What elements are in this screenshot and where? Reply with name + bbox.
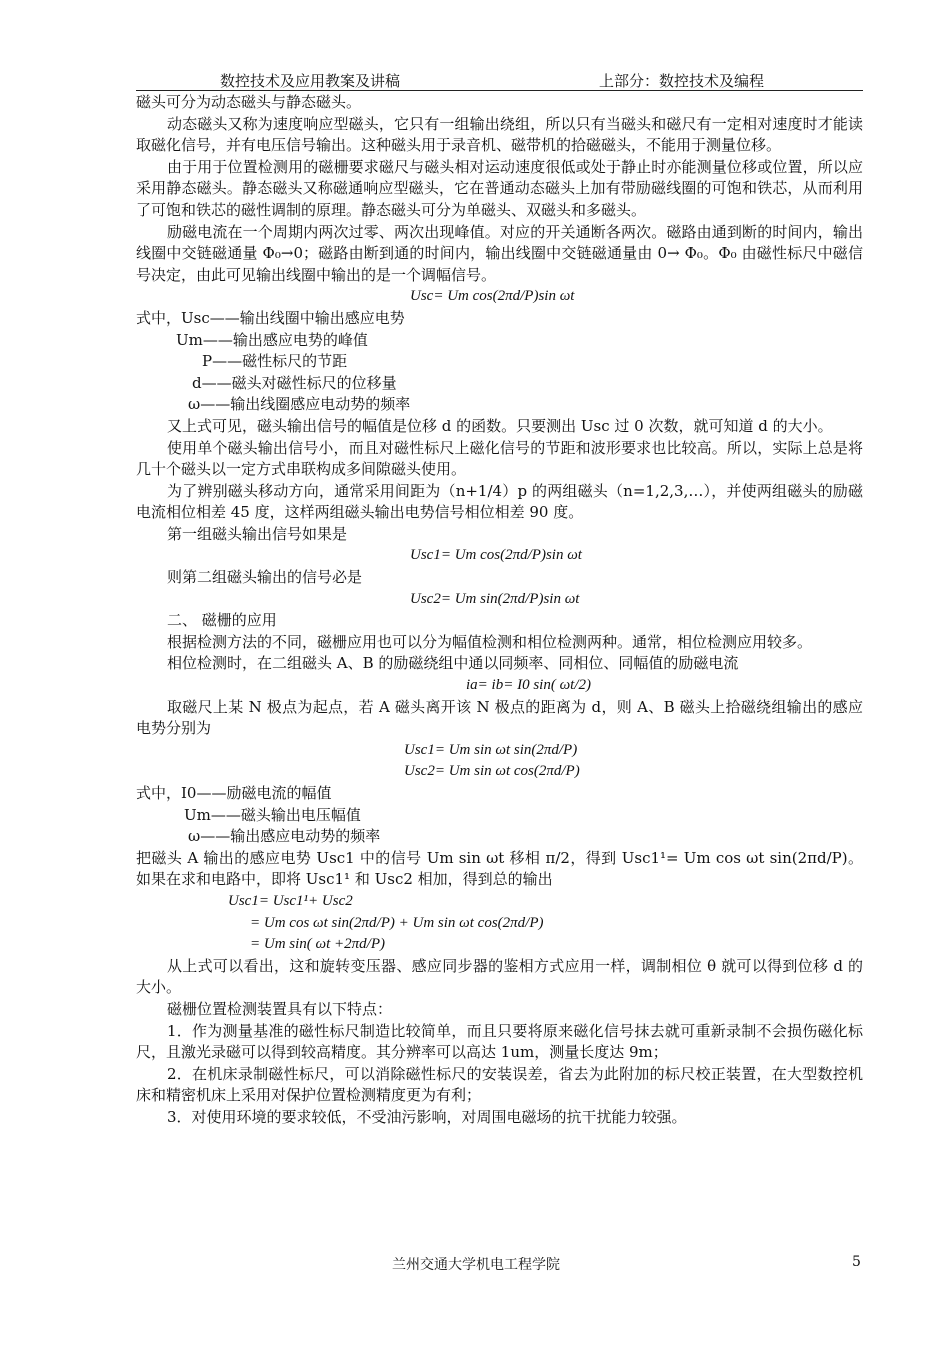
paragraph: 磁栅位置检测装置具有以下特点：: [167, 999, 393, 1018]
definition-line: Um——输出感应电势的峰值: [176, 330, 368, 349]
paragraph: 又上式可见，磁头输出信号的幅值是位移 d 的函数。只要测出 Usc 过 0 次数，就可知道 d 的大小。: [167, 416, 833, 435]
paragraph: 使用单个磁头输出信号小，而且对磁性标尺上磁化信号的节距和波形要求也比较高。所以，实际上总是将几十个磁头以一定方式串联构成多间隙磁头使用。: [136, 438, 863, 479]
list-item: 2．在机床录制磁性标尺，可以消除磁性标尺的安装误差，省去为此附加的标尺校正装置，在大型数控机床和精密机床上采用对保护位置检测精度更为有利；: [136, 1064, 863, 1105]
equation: Usc1= Um cos(2πd/P)sin ωt: [410, 547, 582, 564]
equation: Usc2= Um sin ωt cos(2πd/P): [404, 763, 580, 780]
equation: Usc= Um cos(2πd/P)sin ωt: [410, 288, 575, 305]
paragraph: 取磁尺上某 N 极点为起点，若 A 磁头离开该 N 极点的距离为 d，则 A、B 磁头上拾磁绕组输出的感应电势分别为: [136, 697, 863, 738]
page-body: [136, 92, 863, 1129]
equation: ia= ib= I0 sin( ωt/2): [466, 677, 591, 694]
definition-line: P——磁性标尺的节距: [202, 352, 348, 371]
list-item: 3．对使用环境的要求较低，不受油污影响，对周围电磁场的抗干扰能力较强。: [167, 1107, 687, 1126]
paragraph: 磁头可分为动态磁头与静态磁头。: [136, 93, 362, 111]
paragraph: 相位检测时，在二组磁头 A、B 的励磁绕组中通以同频率、同相位、同幅值的励磁电流: [167, 654, 739, 673]
footer-institution: 兰州交通大学机电工程学院: [392, 1257, 560, 1273]
definition-line: ω——输出线圈感应电动势的频率: [188, 395, 411, 414]
equation: Usc1= Um sin ωt sin(2πd/P): [404, 741, 578, 758]
equation: = Um sin( ωt +2πd/P): [250, 936, 386, 953]
definition-line: d——磁头对磁性标尺的位移量: [192, 373, 397, 392]
paragraph: 从上式可以看出，这和旋转变压器、感应同步器的鉴相方式应用一样，调制相位 θ 就可以得到位移 d 的大小。: [136, 956, 863, 997]
paragraph: 根据检测方法的不同，磁栅应用也可以分为幅值检测和相位检测两种。通常，相位检测应用较多。: [167, 632, 813, 651]
paragraph: 第一组磁头输出信号如果是: [167, 524, 348, 543]
definition-line: 式中，Usc——输出线圈中输出感应电势: [136, 308, 405, 327]
paragraph: 为了辨别磁头移动方向，通常采用间距为（n+1/4）p 的两组磁头（n=1,2,3,…），并使两组磁头的励磁电流相位相差 45 度，这样两组磁头输出电势信号相位相差 90 度。: [136, 481, 863, 522]
definition-line: ω——输出感应电动势的频率: [188, 827, 381, 846]
header-left-title: 数控技术及应用教案及讲稿: [220, 72, 401, 90]
equation: Usc2= Um sin(2πd/P)sin ωt: [410, 590, 580, 607]
paragraph: 励磁电流在一个周期内两次过零、两次出现峰值。对应的开关通断各两次。磁路由通到断的时间内，输出线圈中交链磁通量 Φ₀→0；磁路由断到通的时间内，输出线圈中交链磁通量由 0→ Φ₀。Φ₀ 由磁性标尺中磁信号决定，由此可见输出线圈中输出的是一个调幅信号。: [136, 222, 863, 284]
section-heading: 二、 磁栅的应用: [167, 611, 277, 630]
paragraph: 由于用于位置检测用的磁栅要求磁尺与磁头相对运动速度很低或处于静止时亦能测量位移或位置，所以应采用静态磁头。静态磁头又称磁通响应型磁头，它在普通动态磁头上加有带励磁线圈的可饱和铁芯，从而利用了可饱和铁芯的磁性调制的原理。静态磁头可分为单磁头、双磁头和多磁头。: [136, 157, 863, 219]
equation: = Um cos ωt sin(2πd/P) + Um sin ωt cos(2πd/P): [250, 914, 544, 931]
paragraph: 动态磁头又称为速度响应型磁头，它只有一组输出绕组，所以只有当磁头和磁尺有一定相对速度时才能读取磁化信号，并有电压信号输出。这种磁头用于录音机、磁带机的拾磁磁头，不能用于测量位移。: [136, 114, 863, 155]
header-right-title: 上部分：数控技术及编程: [599, 72, 765, 90]
definition-line: Um——磁头输出电压幅值: [184, 805, 361, 824]
equation: Usc1= Usc1¹+ Usc2: [228, 892, 353, 909]
definition-line: 式中，I0——励磁电流的幅值: [136, 784, 332, 802]
list-item: 1．作为测量基准的磁性标尺制造比较简单，而且只要将原来磁化信号抹去就可重新录制不会损伤磁化标尺，且激光录磁可以得到较高精度。其分辨率可以高达 1um，测量长度达 9m；: [136, 1021, 863, 1062]
paragraph: 则第二组磁头输出的信号必是: [167, 568, 363, 587]
page-number: 5: [852, 1254, 861, 1270]
page-header: [136, 68, 863, 91]
paragraph: 把磁头 A 输出的感应电势 Usc1 中的信号 Um sin ωt 移相 π/2，得到 Usc1¹= Um cos ωt sin(2πd/P)。如果在求和电路中，即将 Usc1¹ 和 Usc2 相加，得到总的输出: [136, 848, 863, 889]
